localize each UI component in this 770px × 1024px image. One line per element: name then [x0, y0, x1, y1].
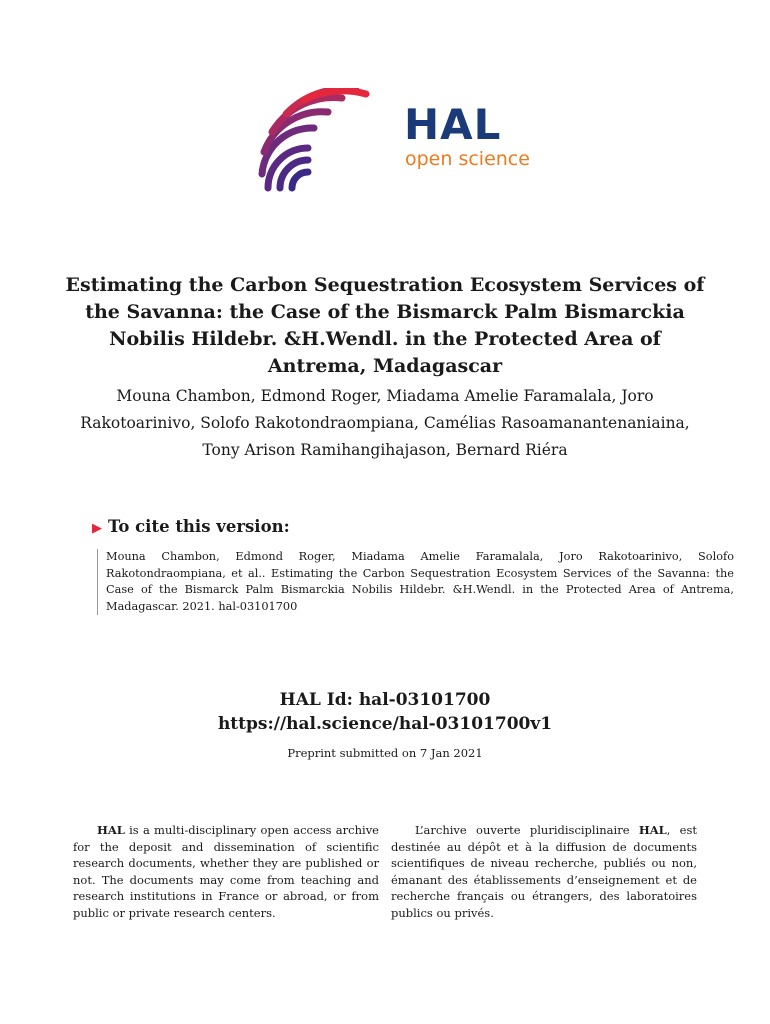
cite-heading: [92, 517, 290, 539]
abstract-fr-pre: L’archive ouverte pluridisciplinaire: [415, 823, 639, 837]
paper-title: Estimating the Carbon Sequestration Ecosystem Services of the Savanna: the Case of the Bismarck Palm Bismarckia Nobilis Hildebr. &H.Wendl. in the Protected Area of Antrema, Madagascar: [65, 274, 705, 377]
preprint-date: Preprint submitted on 7 Jan 2021: [287, 746, 483, 760]
hal-id: HAL Id: hal-03101700: [279, 690, 491, 710]
logo-hal-text: HAL: [404, 100, 502, 149]
citation-text: Mouna Chambon, Edmond Roger, Miadama Amelie Faramalala, Joro Rakotoarinivo, Solofo Rakotondraompiana, et al.. Estimating the Carbon Sequestration Ecosystem Services of the Savanna: the Case of the Bismarck Palm Bismarckia Nobilis Hildebr. &H.Wendl. in the Protected Area of Antrema, Madagascar. 2021. hal-03101700: [97, 549, 734, 615]
logo-tagline: open science: [405, 148, 530, 170]
abstract-french: [391, 822, 697, 922]
abstract-fr-lead: HAL: [638, 823, 667, 837]
abstract-english: [73, 822, 379, 922]
abstract-en-lead: HAL: [97, 823, 125, 837]
hal-logo: [258, 88, 558, 200]
hal-arcs-icon: [258, 88, 398, 200]
hal-url-link[interactable]: https://hal.science/hal-03101700v1: [217, 714, 553, 734]
abstract-fr-text: , est destinée au dépôt et à la diffusion de documents scientifiques de niveau recherche, publiés ou non, émanant des établissements d’enseignement et de recherche français ou étrangers, des laboratoires publics ou privés.: [391, 823, 697, 920]
author-list: Mouna Chambon, Edmond Roger, Miadama Amelie Faramalala, Joro Rakotoarinivo, Solofo Rakotondraompiana, Camélias Rasoamanantenaniaina, Tony Arison Ramihangihajason, Bernard Riéra: [80, 387, 690, 459]
cite-heading-text: To cite this version:: [108, 517, 290, 536]
triangle-right-icon: ▶: [92, 521, 102, 536]
abstract-en-text: is a multi-disciplinary open access archive for the deposit and dissemination of scientific research documents, whether they are published or not. The documents may come from teaching and research institutions in France or abroad, or from public or private research centers.: [73, 823, 379, 920]
